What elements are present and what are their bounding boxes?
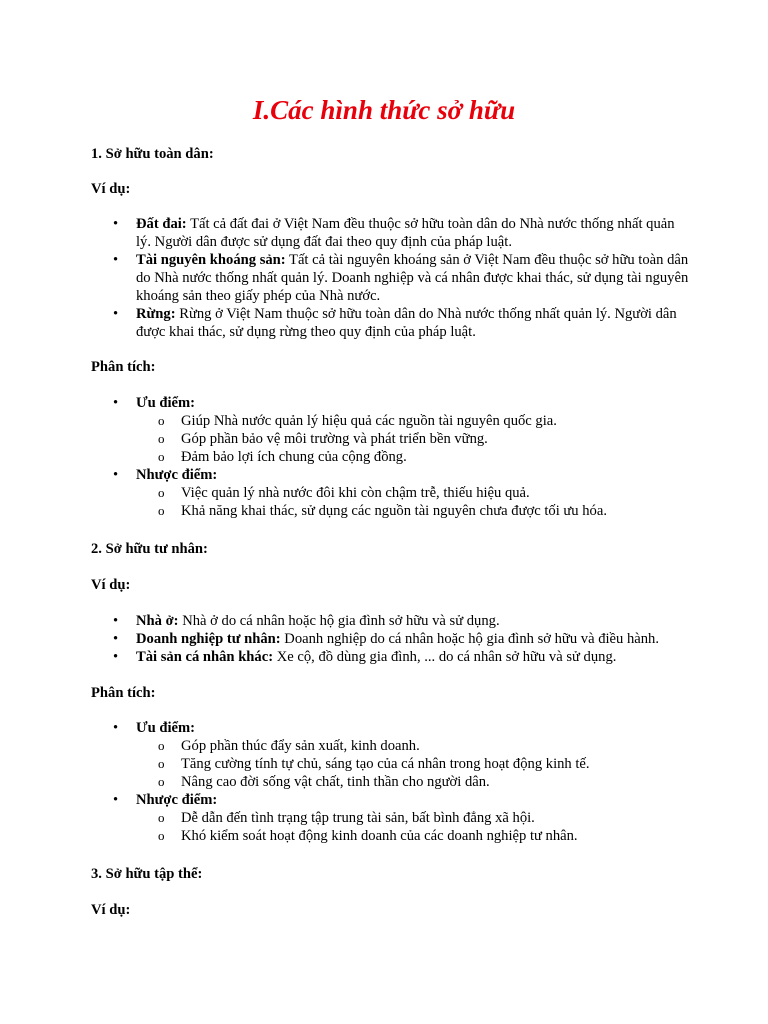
sub-list-item: o Đảm bảo lợi ích chung của cộng đồng. (136, 448, 691, 466)
list-item: • Doanh nghiệp tư nhân: Doanh nghiệp do cá nhân hoặc hộ gia đình sở hữu và điều hành. (91, 630, 691, 648)
example-label-block (91, 901, 691, 919)
sub-list-item: o Nâng cao đời sống vật chất, tinh thần cho người dân. (136, 773, 691, 791)
section-heading: 3. Sở hữu tập thể: (91, 866, 203, 882)
list-item: • Tài nguyên khoáng sản: Tất cả tài nguyên khoáng sản ở Việt Nam đều thuộc sở hữu toàn dân do Nhà nước thống nhất quản lý. Doanh nghiệp và cá nhân được khai thác, sử dụng tài nguyên khoáng sản theo giấy phép của Nhà nước. (91, 251, 691, 305)
list-item: • Ưu điểm: o Góp phần thúc đẩy sản xuất, kinh doanh. o Tăng cường tính tự chủ, sáng tạo của cá nhân trong hoạt động kinh tế. o Nâng cao đời sống vật chất, tinh thần cho người dân. (91, 719, 691, 791)
section-2-heading-block (91, 540, 691, 558)
list-item: • Tài sản cá nhân khác: Xe cộ, đồ dùng gia đình, ... do cá nhân sở hữu và sử dụng. (91, 648, 691, 666)
section-2-examples (91, 612, 691, 666)
sub-list-item: o Giúp Nhà nước quản lý hiệu quả các nguồn tài nguyên quốc gia. (136, 412, 691, 430)
section-heading: 1. Sở hữu toàn dân: (91, 146, 214, 162)
sub-list-item: o Khả năng khai thác, sử dụng các nguồn tài nguyên chưa được tối ưu hóa. (136, 502, 691, 520)
example-label-block (91, 180, 691, 198)
example-label: Ví dụ: (91, 902, 131, 918)
section-1-heading-block (91, 145, 691, 163)
list-item: • Nhà ở: Nhà ở do cá nhân hoặc hộ gia đình sở hữu và sử dụng. (91, 612, 691, 630)
analysis-label-block (91, 358, 691, 376)
analysis-label: Phân tích: (91, 359, 156, 375)
sub-list-item: o Khó kiểm soát hoạt động kinh doanh của các doanh nghiệp tư nhân. (136, 827, 691, 845)
analysis-label-block (91, 684, 691, 702)
example-label-block (91, 576, 691, 594)
list-item: • Nhược điểm: o Việc quản lý nhà nước đôi khi còn chậm trễ, thiếu hiệu quả. o Khả năng khai thác, sử dụng các nguồn tài nguyên chưa được tối ưu hóa. (91, 466, 691, 520)
sub-list-item: o Việc quản lý nhà nước đôi khi còn chậm trễ, thiếu hiệu quả. (136, 484, 691, 502)
page-title: I.Các hình thức sở hữu (252, 95, 516, 125)
sub-list-item: o Tăng cường tính tự chủ, sáng tạo của cá nhân trong hoạt động kinh tế. (136, 755, 691, 773)
section-3-heading-block (91, 865, 691, 883)
section-heading: 2. Sở hữu tư nhân: (91, 541, 208, 557)
list-item: • Đất đai: Tất cả đất đai ở Việt Nam đều thuộc sở hữu toàn dân do Nhà nước thống nhất quản lý. Người dân được sử dụng đất đai theo quy định của pháp luật. (91, 215, 691, 251)
section-1-analysis (91, 394, 691, 520)
analysis-label: Phân tích: (91, 685, 156, 701)
example-label: Ví dụ: (91, 181, 131, 197)
section-1-examples (91, 215, 691, 341)
list-item: • Ưu điểm: o Giúp Nhà nước quản lý hiệu quả các nguồn tài nguyên quốc gia. o Góp phần bảo vệ môi trường và phát triển bền vững. o Đảm bảo lợi ích chung của cộng đồng. (91, 394, 691, 466)
list-item: • Rừng: Rừng ở Việt Nam thuộc sở hữu toàn dân do Nhà nước thống nhất quản lý. Người dân được khai thác, sử dụng rừng theo quy định của pháp luật. (91, 305, 691, 341)
list-item: • Nhược điểm: o Dễ dẫn đến tình trạng tập trung tài sản, bất bình đẳng xã hội. o Khó kiểm soát hoạt động kinh doanh của các doanh nghiệp tư nhân. (91, 791, 691, 845)
section-2-analysis (91, 719, 691, 845)
example-label: Ví dụ: (91, 577, 131, 593)
sub-list-item: o Góp phần bảo vệ môi trường và phát triển bền vững. (136, 430, 691, 448)
sub-list-item: o Góp phần thúc đẩy sản xuất, kinh doanh. (136, 737, 691, 755)
sub-list-item: o Dễ dẫn đến tình trạng tập trung tài sản, bất bình đẳng xã hội. (136, 809, 691, 827)
